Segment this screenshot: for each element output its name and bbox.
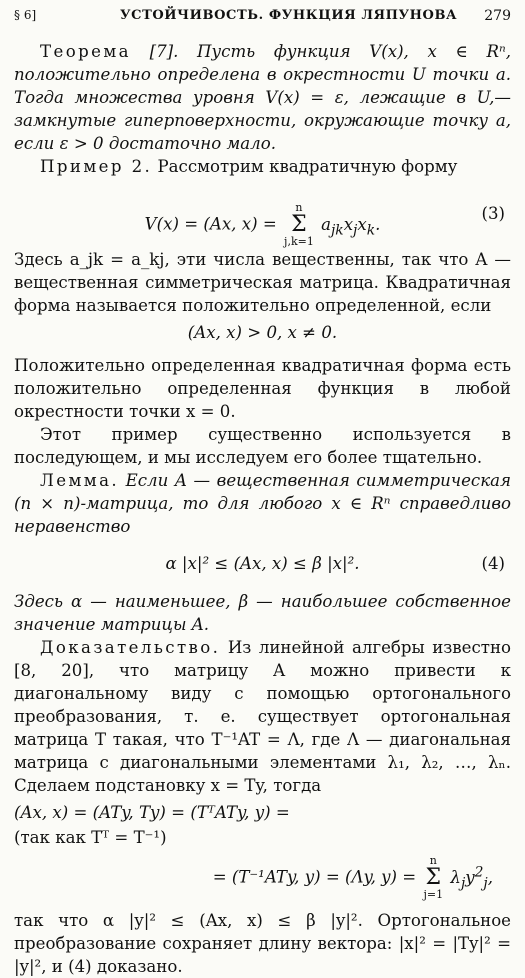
proof-text: Из линейной алгебры известно [8, 20], что матрицу A можно привести к диагональному виду с помощью ортогонального преобразования, т. е. существует ортогональная матрица T такая, что T⁻¹AT = Λ, где Λ — диагональная матрица с диагональными элементами λ₁, λ₂, …, λₙ. Сделаем подстановку x = Ty, тогда <box>14 638 511 795</box>
formula-positive-definite: (Ax, x) > 0, x ≠ 0. <box>187 323 338 342</box>
example-paragraph <box>14 155 511 178</box>
paragraph-usage: Этот пример существенно используется в последующем, и мы исследуем его более тщательно. <box>14 425 511 467</box>
sum-lower-limit: j,k=1 <box>284 235 314 248</box>
paragraph-eigenvalues: Здесь α — наименьшее, β — наибольшее собственное значение матрицы A. <box>14 592 511 634</box>
page-number: 279 <box>484 8 511 24</box>
proof-label: Доказательство. <box>40 638 221 657</box>
section-number: § 6] <box>14 8 37 22</box>
formula-substitution: (Ax, x) = (ATy, Ty) = (TᵀATy, y) = <box>14 803 290 822</box>
running-header <box>0 6 525 28</box>
theorem-label: Теорема <box>40 42 131 61</box>
paragraph-symmetric-matrix: Здесь a_jk = a_kj, эти числа вещественны, так что A — вещественная симметрическая матрица. Квадратичная форма называется положительно определенной, если <box>14 250 511 315</box>
paragraph-positive-function: Положительно определенная квадратичная форма есть положительно определенная функция в любой окрестности точки x = 0. <box>14 356 511 421</box>
example-label: Пример 2. <box>40 157 153 176</box>
sum-symbol-2: n Σ j=1 <box>423 854 444 901</box>
formula-3-lhs: V(x) = (Ax, x) = <box>144 214 283 234</box>
sum-lower-limit-2: j=1 <box>423 888 444 901</box>
proof-paragraph <box>14 636 511 797</box>
lemma-label: Лемма. <box>40 471 120 490</box>
page-body <box>14 40 511 978</box>
sum-upper-limit: n <box>295 201 303 214</box>
formula-transpose-note: (так как Tᵀ = T⁻¹) <box>14 828 167 847</box>
theorem-text: [7]. Пусть функция V(x), x ∈ Rⁿ, положительно определена в окрестности U точки a. Тогда множества уровня V(x) = ε, лежащие в U,— замкнутые гиперповерхности, окружающие точку a, если ε > 0 достаточно мало. <box>14 42 511 153</box>
paragraph-conclusion: так что α |y|² ≤ (Ax, x) ≤ β |y|². Ортогональное преобразование сохраняет длину вектора: |x|² = |Ty|² = |y|², и (4) доказано. <box>14 911 511 976</box>
lemma-text: Если A — вещественная симметрическая (n × n)-матрица, то для любого x ∈ Rⁿ справедливо неравенство <box>14 471 511 536</box>
sum-symbol: n Σ j,k=1 <box>284 201 314 248</box>
example-text: Рассмотрим квадратичную форму <box>152 157 458 176</box>
formula-diagonal-lhs: = (T⁻¹ATy, y) = (Λy, y) = <box>212 867 422 887</box>
formula-4 <box>14 546 511 584</box>
formula-4-body: α |x|² ≤ (Ax, x) ≤ β |x|². <box>165 554 360 573</box>
formula-3 <box>14 186 511 248</box>
lemma-paragraph <box>14 469 511 538</box>
equation-number-4: (4) <box>481 554 505 573</box>
formula-diagonal-rhs: $\lambda_jy^2_j$, <box>450 863 493 891</box>
theorem-paragraph <box>14 40 511 155</box>
equation-number-3: (3) <box>481 204 505 223</box>
sum-upper-limit-2: n <box>429 854 437 867</box>
formula-diagonal <box>14 855 493 901</box>
header-title: УСТОЙЧИВОСТЬ. ФУНКЦИЯ ЛЯПУНОВА <box>120 8 458 23</box>
formula-3-rhs: $a_{jk}x_jx_k$. <box>321 214 381 238</box>
